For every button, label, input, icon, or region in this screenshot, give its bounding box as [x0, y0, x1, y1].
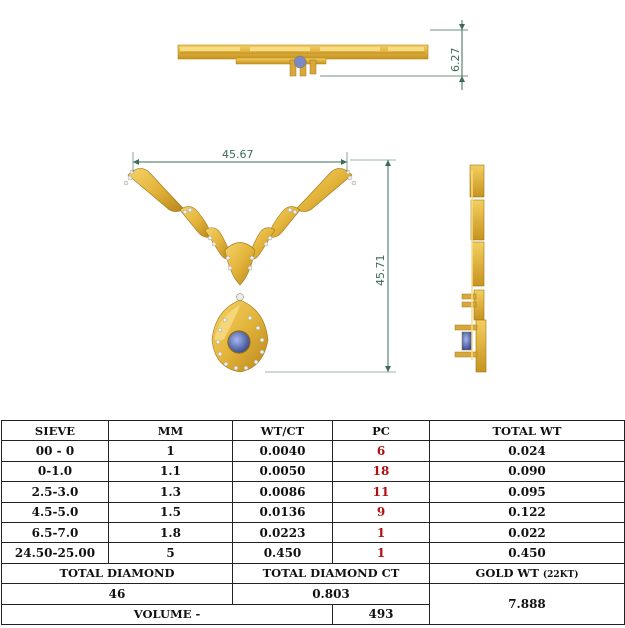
- mm-cell: 1.8: [109, 522, 233, 542]
- total-diamond-ct-value: 0.803: [233, 584, 430, 604]
- gold-wt-value: 7.888: [430, 584, 625, 625]
- wt-ct-cell: 0.450: [233, 543, 333, 563]
- total-diamond-ct-label: TOTAL DIAMOND CT: [233, 563, 430, 583]
- total-wt-cell: 0.450: [430, 543, 625, 563]
- sieve-cell: 6.5-7.0: [2, 522, 109, 542]
- summary-value-row: [2, 584, 625, 604]
- width-label: 45.67: [222, 148, 254, 161]
- sieve-cell: 2.5-3.0: [2, 482, 109, 502]
- summary-label-row: [2, 563, 625, 583]
- pc-cell: 11: [333, 482, 430, 502]
- wt-ct-cell: 0.0223: [233, 522, 333, 542]
- front-view: [124, 168, 356, 372]
- total-wt-cell: 0.024: [430, 441, 625, 461]
- total-wt-cell: 0.122: [430, 502, 625, 522]
- sieve-cell: 4.5-5.0: [2, 502, 109, 522]
- mm-cell: 1.3: [109, 482, 233, 502]
- gold-wt-label-cell: [430, 563, 625, 583]
- sieve-cell: 24.50-25.00: [2, 543, 109, 563]
- wt-ct-cell: 0.0050: [233, 461, 333, 481]
- gold-wt-label: GOLD WT: [475, 566, 539, 581]
- table-row: [2, 441, 625, 461]
- wt-ct-cell: 0.0136: [233, 502, 333, 522]
- wt-ct-cell: 0.0040: [233, 441, 333, 461]
- mm-cell: 1: [109, 441, 233, 461]
- total-wt-cell: 0.022: [430, 522, 625, 542]
- sieve-cell: 0-1.0: [2, 461, 109, 481]
- table-row: [2, 502, 625, 522]
- height-label: 45.71: [374, 254, 387, 286]
- pc-cell: 9: [333, 502, 430, 522]
- table-row: [2, 482, 625, 502]
- mm-cell: 5: [109, 543, 233, 563]
- wt-ct-cell: 0.0086: [233, 482, 333, 502]
- header-sieve: SIEVE: [2, 421, 109, 441]
- volume-value: 493: [333, 604, 430, 624]
- thickness-label: 6.27: [449, 47, 462, 72]
- table-header-row: [2, 421, 625, 441]
- pc-cell: 18: [333, 461, 430, 481]
- sieve-cell: 00 - 0: [2, 441, 109, 461]
- mm-cell: 1.1: [109, 461, 233, 481]
- total-diamond-value: 46: [2, 584, 233, 604]
- pc-cell: 1: [333, 543, 430, 563]
- header-pc: PC: [333, 421, 430, 441]
- header-wt-ct: WT/CT: [233, 421, 333, 441]
- table-row: [2, 543, 625, 563]
- total-wt-cell: 0.090: [430, 461, 625, 481]
- diamond-spec-table: [1, 420, 625, 625]
- top-view: [178, 45, 428, 76]
- total-wt-cell: 0.095: [430, 482, 625, 502]
- table-row: [2, 522, 625, 542]
- side-view: [455, 165, 486, 372]
- table-row: [2, 461, 625, 481]
- header-total-wt: TOTAL WT: [430, 421, 625, 441]
- mm-cell: 1.5: [109, 502, 233, 522]
- volume-label: VOLUME -: [2, 604, 333, 624]
- pc-cell: 1: [333, 522, 430, 542]
- width-dimension: [133, 148, 347, 172]
- total-diamond-label: TOTAL DIAMOND: [2, 563, 233, 583]
- header-mm: MM: [109, 421, 233, 441]
- pc-cell: 6: [333, 441, 430, 461]
- gold-wt-unit: (22KT): [542, 570, 579, 581]
